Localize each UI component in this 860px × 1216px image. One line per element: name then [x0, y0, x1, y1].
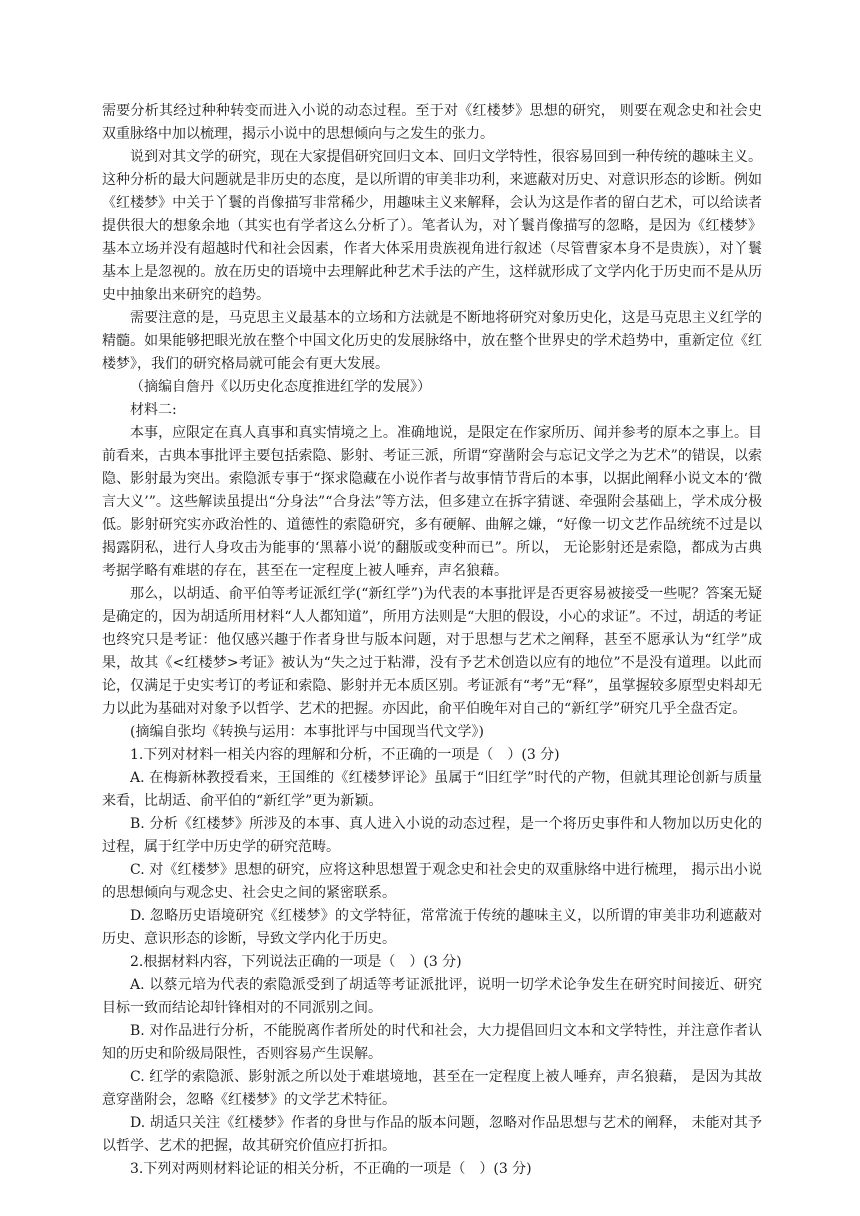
material2-paragraph-1: 本事，应限定在真人真事和真实情境之上。准确地说，是限定在作家所历、闻并参考的原本之事上。目前看来，古典本事批评主要包括索隐、影射、考证三派，所谓“穿凿附会与忘记文学之为艺术”的错误，以索隐、影射最为突出。索隐派专事于“探求隐藏在小说作者与故事情节背后的本事，以据此阐释小说文本的‘微言大义’”。这些解读虽提出“分身法”“合身法”等方法，但多建立在拆字猜谜、牵强附会基础上，学术成分极低。影射研究实亦政治性的、道德性的索隐研究，多有硬解、曲解之嫌，“好像一切文艺作品统统不过是以揭露阴私，进行人身攻击为能事的‘黑幕小说’的翻版或变种而已”。所以， 无论影射还是索隐，都成为古典考据学略有难堪的存在，甚至在一定程度上被人唾弃，声名狼藉。: [102, 425, 762, 579]
question-2-stem: 2.根据材料内容，下列说法正确的一项是（ ）(3 分): [130, 954, 462, 970]
material2-label: 材料二:: [130, 402, 177, 418]
material2-paragraph-2: 那么，以胡适、俞平伯等考证派红学(“新红学”)为代表的本事批评是否更容易被接受一些呢？答案无疑是确定的，因为胡适所用材料“人人都知道”，所用方法则是“大胆的假设，小心的求证”。不过，胡适的考证也终究只是考证：他仅感兴趣于作者身世与版本问题，对于思想与艺术之阐释，甚至不愿承认为“红学”成果，故其《<红楼梦>考证》被认为“失之过于粘滞，没有予艺术创造以应有的地位”不是没有道理。以此而论，仅满足于史实考订的考证和索隐、影射并无本质区别。考证派有“考”无“释”，虽掌握较多原型史料却无力以此为基础对对象予以哲学、艺术的把握。亦因此，俞平伯晚年对自己的“新红学”研究几乎全盘否定。: [102, 586, 762, 717]
material1-source: （摘编自詹丹《以历史化态度推进红学的发展》）: [130, 379, 431, 395]
question-2-option-d: D. 胡适只关注《红楼梦》作者的身世与作品的版本问题，忽略对作品思想与艺术的阐释， 未能对其予以哲学、艺术的把握，故其研究价值应打折扣。: [102, 1115, 762, 1154]
question-1-option-c: C. 对《红楼梦》思想的研究，应将这种思想置于观念史和社会史的双重脉络中进行梳理， 揭示出小说的思想倾向与观念史、社会史之间的紧密联系。: [102, 862, 762, 901]
material1-paragraph-3: 需要注意的是，马克思主义最基本的立场和方法就是不断地将研究对象历史化，这是马克思主义红学的精髓。如果能够把眼光放在整个中国文化历史的发展脉络中，放在整个世界史的学术趋势中，重新定位《红楼梦》，我们的研究格局就可能会有更大发展。: [102, 310, 762, 372]
question-1-option-a: A. 在梅新林教授看来，王国维的《红楼梦评论》虽属于“旧红学”时代的产物，但就其理论创新与质量来看，比胡适、俞平伯的“新红学”更为新颖。: [102, 770, 762, 809]
question-1-stem: 1.下列对材料一相关内容的理解和分析，不正确的一项是（ ）(3 分): [130, 747, 560, 763]
material1-paragraph-1: 需要分析其经过种种转变而进入小说的动态过程。至于对《红楼梦》思想的研究， 则要在观念史和社会史双重脉络中加以梳理，揭示小说中的思想倾向与之发生的张力。: [102, 103, 762, 142]
question-2-option-c: C. 红学的索隐派、影射派之所以处于难堪境地，甚至在一定程度上被人唾弃，声名狼藉， 是因为其故意穿凿附会，忽略《红楼梦》的文学艺术特征。: [102, 1069, 762, 1108]
question-3-stem: 3.下列对两则材料论证的相关分析，不正确的一项是（ ）(3 分): [130, 1161, 532, 1177]
material1-paragraph-2: 说到对其文学的研究，现在大家提倡研究回归文本、回归文学特性，很容易回到一种传统的趣味主义。这种分析的最大问题就是非历史的态度，是以所谓的审美非功利，来遮蔽对历史、对意识形态的诊断。例如《红楼梦》中关于丫鬟的肖像描写非常稀少，用趣味主义来解释，会认为这是作者的留白艺术，可以给读者提供很大的想象余地（其实也有学者这么分析了）。笔者认为，对丫鬟肖像描写的忽略，是因为《红楼梦》基本立场并没有超越时代和社会因素，作者大体采用贵族视角进行叙述（尽管曹家本身不是贵族），对丫鬟基本上是忽视的。放在历史的语境中去理解此种艺术手法的产生，这样就形成了文学内化于历史而不是从历史中抽象出来研究的趋势。: [102, 149, 762, 303]
exam-page: [102, 100, 762, 1181]
question-1-option-b: B. 分析《红楼梦》所涉及的本事、真人进入小说的动态过程，是一个将历史事件和人物加以历史化的过程，属于红学中历史学的研究范畴。: [102, 816, 762, 855]
question-2-option-a: A. 以蔡元培为代表的索隐派受到了胡适等考证派批评，说明一切学术论争发生在研究时间接近、研究目标一致而结论却针锋相对的不同派别之间。: [102, 977, 762, 1016]
question-2-option-b: B. 对作品进行分析，不能脱离作者所处的时代和社会，大力提倡回归文本和文学特性，并注意作者认知的历史和阶级局限性，否则容易产生误解。: [102, 1023, 762, 1062]
question-1-option-d: D. 忽略历史语境研究《红楼梦》的文学特征，常常流于传统的趣味主义，以所谓的审美非功利遮蔽对历史、意识形态的诊断，导致文学内化于历史。: [102, 908, 762, 947]
material2-source: (摘编自张均《转换与运用：本事批评与中国现当代文学》): [130, 724, 484, 740]
